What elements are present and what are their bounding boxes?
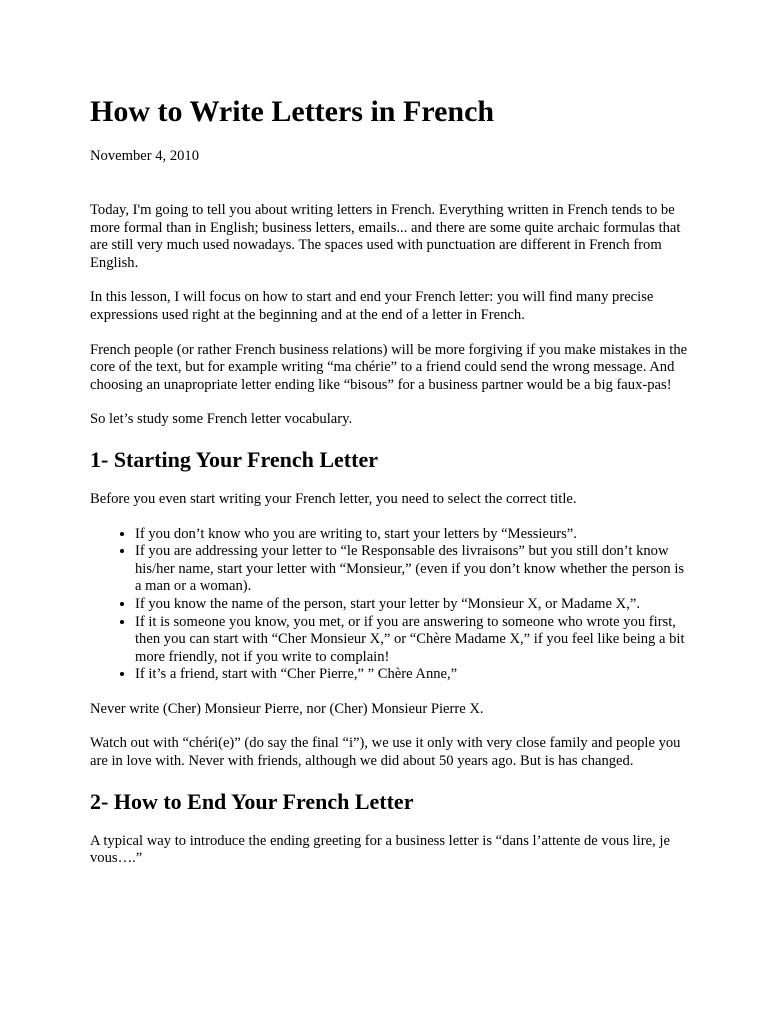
intro-paragraph-2: In this lesson, I will focus on how to start and end your French letter: you will find many precise expressions used right at the beginning and at the end of a letter in French. [90, 289, 654, 323]
page-title: How to Write Letters in French [90, 95, 495, 128]
section-1-note-1: Never write (Cher) Monsieur Pierre, nor (Cher) Monsieur Pierre X. [90, 700, 484, 717]
article-body [90, 202, 690, 885]
section-1-heading: 1- Starting Your French Letter [90, 446, 378, 472]
section-1-note-2: Watch out with “chéri(e)” (do say the final “i”), we use it only with very close family and people you are in love with. Never with friends, although we did about 50 years ago. But is has changed. [90, 735, 681, 770]
greeting-rules-list [90, 526, 690, 684]
intro-paragraph-3: French people (or rather French business relations) will be more forgiving if you make mistakes in the core of the text, but for example writing “ma chérie” to a friend could send the wrong message. And choosing an unapropriate letter ending like “bisous” for a business partner would be a big faux-pas! [90, 341, 688, 393]
list-item: • If you are addressing your letter to “le Responsable des livraisons” but you still don’t know his/her name, start your letter with “Monsieur,” (even if you don’t know whether the person is a man or a woman). [135, 543, 690, 596]
list-item: • If you don’t know who you are writing to, start your letters by “Messieurs”. [135, 526, 690, 544]
intro-paragraph-4: So let’s study some French letter vocabulary. [90, 411, 353, 428]
section-1-lead: Before you even start writing your French letter, you need to select the correct title. [90, 490, 577, 507]
publish-date: November 4, 2010 [90, 148, 200, 164]
section-2-lead: A typical way to introduce the ending greeting for a business letter is “dans l’attente de vous lire, je vous….” [90, 832, 670, 867]
list-item: • If it is someone you know, you met, or if you are answering to someone who wrote you first, then you can start with “Cher Monsieur X,” or “Chère Madame X,” if you feel like being a bit more friendly, not if you write to complain! [135, 614, 690, 667]
list-item: • If you know the name of the person, start your letter by “Monsieur X, or Madame X,”. [135, 596, 690, 614]
list-item: • If it’s a friend, start with “Cher Pierre,” ” Chère Anne,” [135, 666, 690, 684]
intro-paragraph-1: Today, I'm going to tell you about writing letters in French. Everything written in French tends to be more formal than in English; business letters, emails... and there are some quite archaic formulas that are still very much used nowadays. The spaces used with punctuation are different in French from English. [90, 202, 681, 271]
section-2-heading: 2- How to End Your French Letter [90, 788, 414, 814]
